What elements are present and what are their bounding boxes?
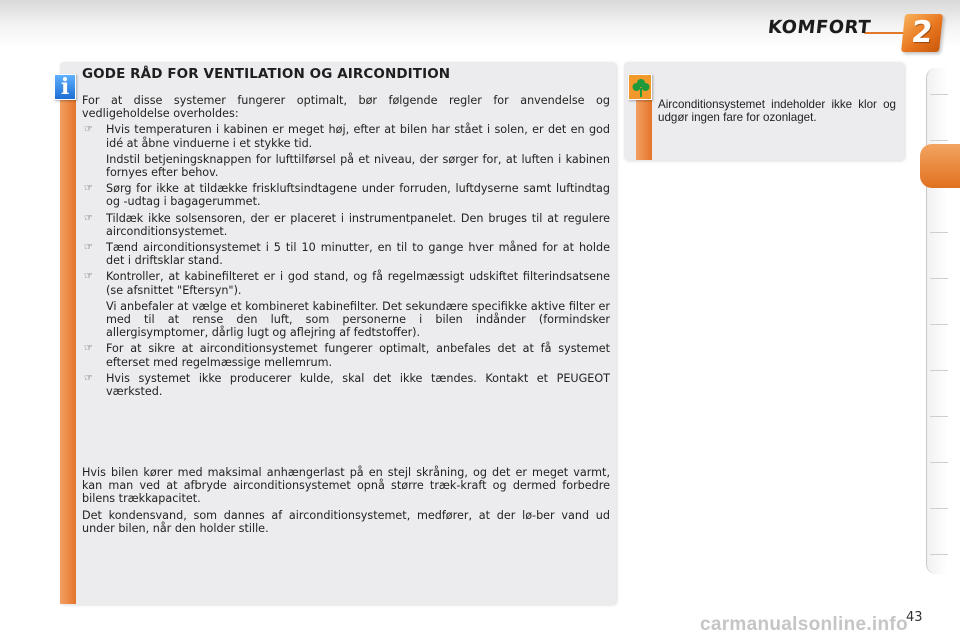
tab-divider (930, 140, 948, 141)
advice-item-note: Vi anbefaler at vælge et kombineret kabinefilter. Det sekundære specifikke aktive filter er med til at rense den luft, som personerne i bilen indånder (formindsker allergisymptomer, dårlig lugt og aflejring af fedtstoffer). (106, 299, 610, 340)
advice-item-text: Kontroller, at kabinefilteret er i god stand, og få regelmæssigt udskiftet filterindsatsene (se afsnittet "Eftersyn"). (106, 270, 610, 297)
advice-item (82, 182, 610, 208)
tab-divider (930, 554, 948, 555)
advice-item (82, 372, 610, 398)
advice-item (82, 241, 610, 267)
advice-item-note: Indstil betjeningsknappen for lufttilførsel på et niveau, der sørger for, at luften i kabinen fornyes efter behov. (106, 152, 610, 180)
pointing-hand-icon: ☞ (84, 271, 93, 283)
advice-content (82, 94, 610, 401)
additional-info (82, 466, 610, 538)
tab-divider (930, 94, 948, 95)
tab-divider (930, 508, 948, 509)
environment-note-text: Airconditionsystemet indeholder ikke klor og udgør ingen fare for ozonlaget. (658, 98, 896, 125)
clover-icon (628, 74, 652, 100)
tab-divider (930, 416, 948, 417)
advice-item (82, 212, 610, 238)
active-chapter-tab[interactable] (920, 144, 960, 188)
advice-item-text: Hvis systemet ikke producerer kulde, skal det ikke tændes. Kontakt et PEUGEOT værksted. (106, 371, 610, 399)
advice-item (82, 270, 610, 296)
tab-divider (930, 324, 948, 325)
pointing-hand-icon: ☞ (84, 212, 93, 224)
condensation-paragraph: Det kondensvand, som dannes af airconditionsystemet, medfører, at der lø-ber vand ud under bilen, når den holder stille. (82, 508, 610, 535)
towing-paragraph: Hvis bilen kører med maksimal anhængerlast på en stejl skråning, og det er meget varmt, kan man ved at afbryde airconditionsystemet opnå større træk-kraft og dermed forbedre bilens trækkapacitet. (82, 466, 610, 506)
page-number: 43 (906, 610, 923, 625)
info-icon: i (54, 74, 76, 100)
advice-item (82, 342, 610, 368)
environment-note-stripe (636, 100, 652, 160)
advice-item-text: Hvis temperaturen i kabinen er meget høj, efter at bilen har stået i solen, er det en god idé at åbne vinduerne i et stykke tid. (106, 123, 610, 150)
chapter-number: 2 (909, 15, 935, 50)
advice-panel-stripe (60, 100, 76, 604)
pointing-hand-icon: ☞ (84, 242, 93, 254)
pointing-hand-icon: ☞ (84, 183, 93, 195)
pointing-hand-icon: ☞ (84, 124, 93, 136)
chapter-badge (901, 14, 943, 52)
advice-item-text: Sørg for ikke at tildække friskluftsindtagene under forruden, luftdyserne samt luftindtag og -udtag i bagagerummet. (106, 182, 610, 209)
watermark: carmanualsonline.info (700, 614, 908, 635)
tab-divider (930, 370, 948, 371)
advice-item (82, 123, 610, 149)
advice-item-text: Tildæk ikke solsensoren, der er placeret i instrumentpanelet. Den bruges til at regulere airconditionsystemet. (106, 211, 610, 238)
chapter-title: KOMFORT (766, 17, 872, 38)
intro-paragraph: For at disse systemer fungerer optimalt, bør følgende regler for anvendelse og vedligeholdelse overholdes: (82, 94, 610, 121)
advice-item-text: For at sikre at airconditionsystemet fungerer optimalt, anbefales det at få systemet efterset med regelmæssige mellemrum. (106, 342, 610, 369)
pointing-hand-icon: ☞ (84, 343, 93, 355)
tab-divider (930, 232, 948, 233)
pointing-hand-icon: ☞ (84, 372, 93, 384)
section-title: GODE RÅD FOR VENTILATION OG AIRCONDITION (82, 66, 451, 82)
tab-divider (930, 278, 948, 279)
advice-item-text: Tænd airconditionsystemet i 5 til 10 minutter, en til to gange hver måned for at holde det i driftsklar stand. (106, 241, 610, 268)
tab-divider (930, 462, 948, 463)
